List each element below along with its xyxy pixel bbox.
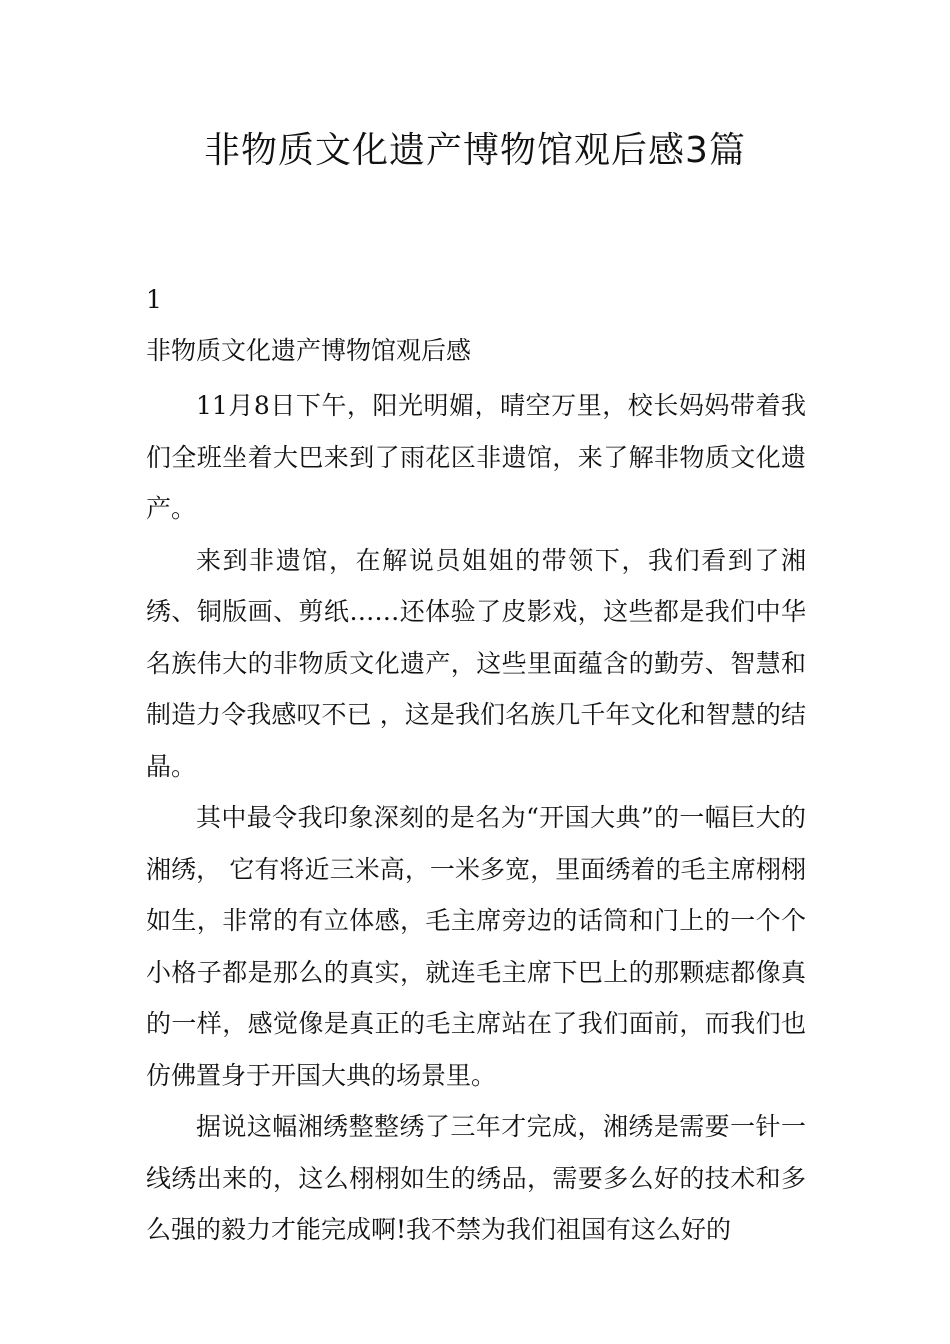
paragraph: 据说这幅湘绣整整绣了三年才完成，湘绣是需要一针一线绣出来的，这么栩栩如生的绣品，需要多么好的技术和多么强的毅力才能完成啊!我不禁为我们祖国有这么好的 [146,1112,806,1244]
article-body [146,380,806,1256]
section-number: 1 [146,285,162,314]
paragraph: 11月8日下午，阳光明媚，晴空万里，校长妈妈带着我们全班坐着大巴来到了雨花区非遗馆，来了解非物质文化遗产。 [146,391,806,523]
document-title: 非物质文化遗产博物馆观后感3篇 [204,130,746,171]
paragraph: 其中最令我印象深刻的是名为“开国大典”的一幅巨大的湘绣， 它有将近三米高，一米多宽，里面绣着的毛主席栩栩如生，非常的有立体感，毛主席旁边的话筒和门上的一个个小格子都是那么的真实，就连毛主席下巴上的那颗痣都像真的一样，感觉像是真正的毛主席站在了我们面前，而我们也仿佛置身于开国大典的场景里。 [146,803,806,1090]
paragraph: 来到非遗馆，在解说员姐姐的带领下，我们看到了湘绣、铜版画、剪纸……还体验了皮影戏，这些都是我们中华名族伟大的非物质文化遗产，这些里面蕴含的勤劳、智慧和制造力令我感叹不已 ，这是我们名族几千年文化和智慧的结晶。 [146,545,806,781]
section-heading: 非物质文化遗产博物馆观后感 [146,336,472,365]
